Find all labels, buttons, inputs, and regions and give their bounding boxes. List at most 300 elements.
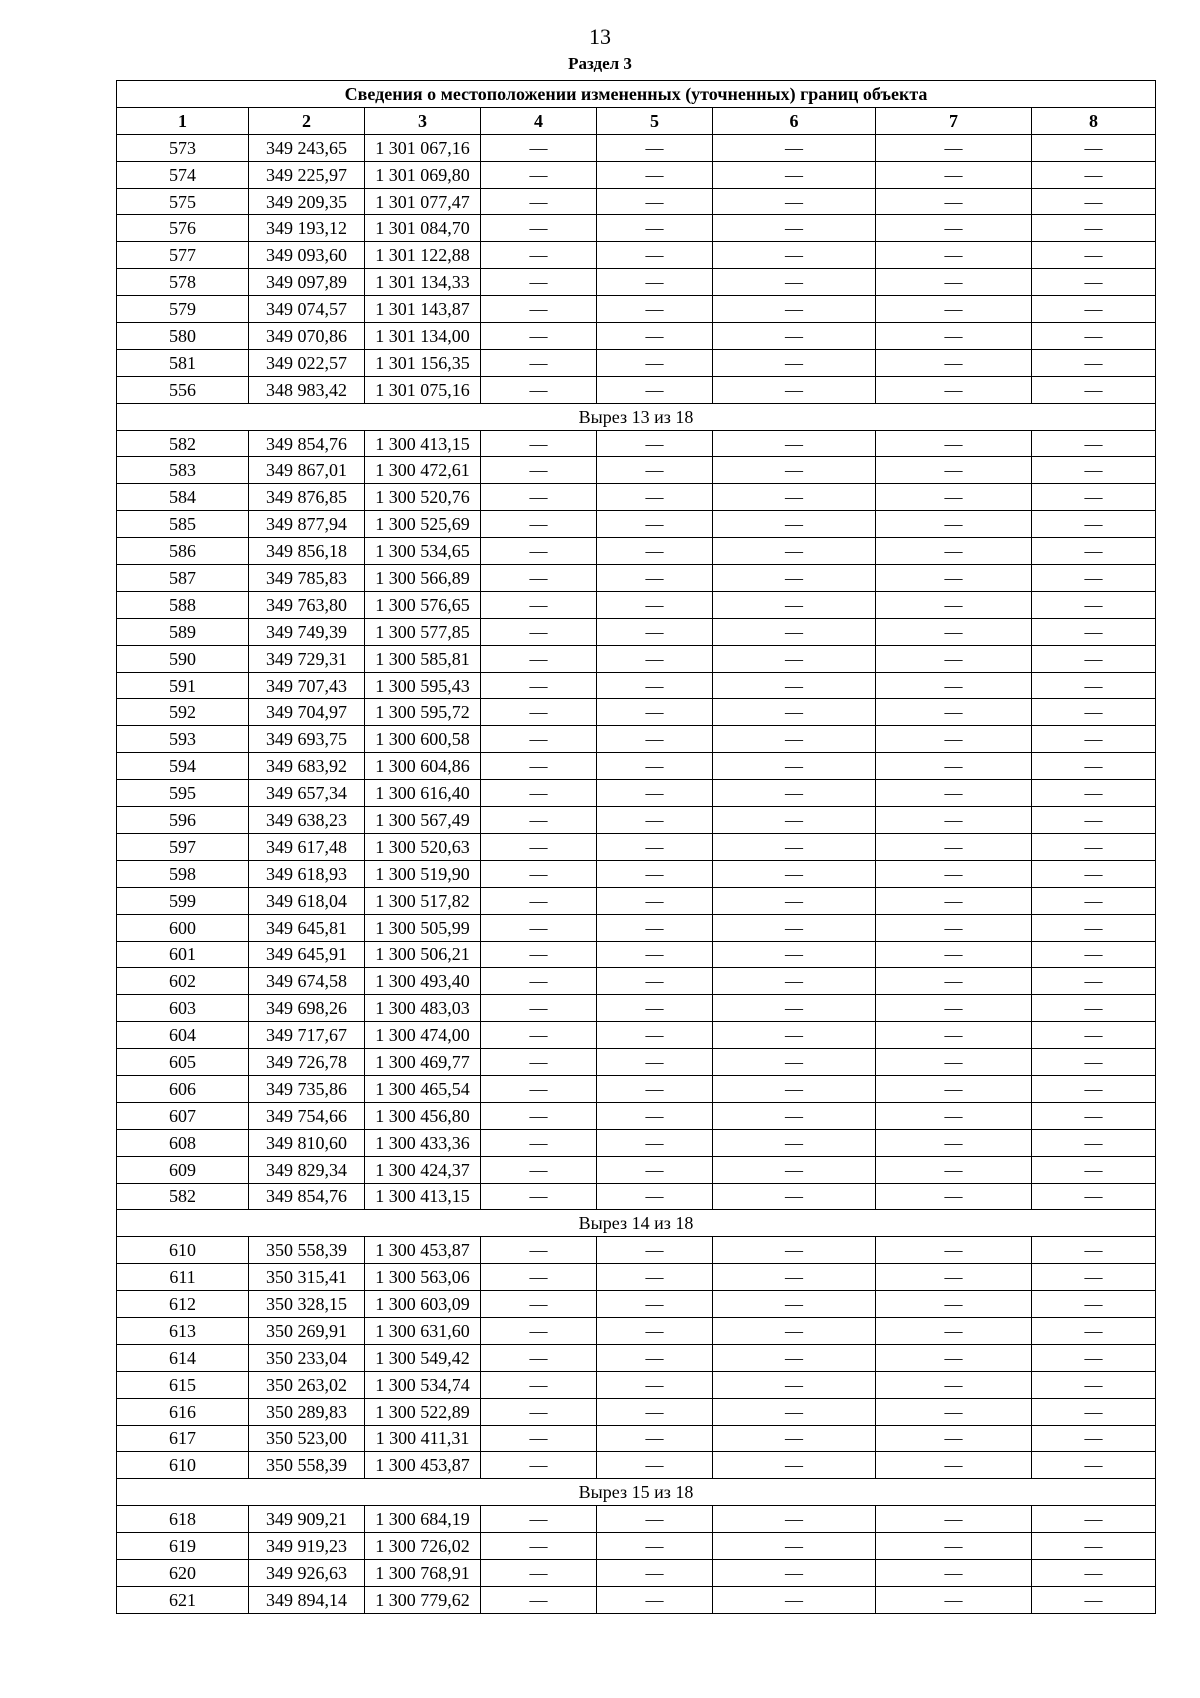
point-number-cell: 581 <box>117 349 249 376</box>
empty-value-dash: — <box>876 1506 1032 1533</box>
empty-value-dash: — <box>481 161 597 188</box>
empty-value-dash: — <box>481 726 597 753</box>
y-coordinate-cell: 1 300 595,72 <box>365 699 481 726</box>
point-number-cell: 582 <box>117 430 249 457</box>
empty-value-dash: — <box>597 672 713 699</box>
table-row <box>117 161 1156 188</box>
empty-value-dash: — <box>481 1533 597 1560</box>
empty-value-dash: — <box>1032 1129 1156 1156</box>
empty-value-dash: — <box>481 807 597 834</box>
table-row <box>117 1291 1156 1318</box>
point-number-cell: 577 <box>117 242 249 269</box>
table-row <box>117 753 1156 780</box>
empty-value-dash: — <box>713 780 876 807</box>
empty-value-dash: — <box>481 699 597 726</box>
table-row <box>117 1533 1156 1560</box>
empty-value-dash: — <box>1032 1264 1156 1291</box>
empty-value-dash: — <box>876 1183 1032 1210</box>
empty-value-dash: — <box>481 565 597 592</box>
x-coordinate-cell: 349 097,89 <box>249 269 365 296</box>
y-coordinate-cell: 1 300 474,00 <box>365 1022 481 1049</box>
empty-value-dash: — <box>876 484 1032 511</box>
y-coordinate-cell: 1 300 563,06 <box>365 1264 481 1291</box>
empty-value-dash: — <box>1032 1371 1156 1398</box>
empty-value-dash: — <box>597 995 713 1022</box>
table-row <box>117 1452 1156 1479</box>
table-row <box>117 1371 1156 1398</box>
y-coordinate-cell: 1 301 084,70 <box>365 215 481 242</box>
empty-value-dash: — <box>876 860 1032 887</box>
x-coordinate-cell: 349 867,01 <box>249 457 365 484</box>
x-coordinate-cell: 349 876,85 <box>249 484 365 511</box>
empty-value-dash: — <box>713 242 876 269</box>
table-row <box>117 188 1156 215</box>
empty-value-dash: — <box>713 753 876 780</box>
empty-value-dash: — <box>713 1371 876 1398</box>
empty-value-dash: — <box>713 349 876 376</box>
point-number-cell: 618 <box>117 1506 249 1533</box>
empty-value-dash: — <box>713 1075 876 1102</box>
empty-value-dash: — <box>1032 161 1156 188</box>
empty-value-dash: — <box>876 1022 1032 1049</box>
empty-value-dash: — <box>481 1022 597 1049</box>
y-coordinate-cell: 1 300 465,54 <box>365 1075 481 1102</box>
empty-value-dash: — <box>481 672 597 699</box>
empty-value-dash: — <box>876 215 1032 242</box>
empty-value-dash: — <box>481 1102 597 1129</box>
empty-value-dash: — <box>1032 1398 1156 1425</box>
empty-value-dash: — <box>876 1586 1032 1613</box>
table-row <box>117 672 1156 699</box>
empty-value-dash: — <box>713 645 876 672</box>
y-coordinate-cell: 1 301 067,16 <box>365 134 481 161</box>
y-coordinate-cell: 1 300 549,42 <box>365 1344 481 1371</box>
empty-value-dash: — <box>597 538 713 565</box>
x-coordinate-cell: 349 618,93 <box>249 860 365 887</box>
y-coordinate-cell: 1 300 456,80 <box>365 1102 481 1129</box>
empty-value-dash: — <box>481 349 597 376</box>
empty-value-dash: — <box>597 780 713 807</box>
y-coordinate-cell: 1 300 534,65 <box>365 538 481 565</box>
y-coordinate-cell: 1 301 077,47 <box>365 188 481 215</box>
empty-value-dash: — <box>481 914 597 941</box>
empty-value-dash: — <box>713 1183 876 1210</box>
empty-value-dash: — <box>713 995 876 1022</box>
empty-value-dash: — <box>481 134 597 161</box>
empty-value-dash: — <box>597 1156 713 1183</box>
empty-value-dash: — <box>876 968 1032 995</box>
x-coordinate-cell: 349 093,60 <box>249 242 365 269</box>
point-number-cell: 594 <box>117 753 249 780</box>
point-number-cell: 605 <box>117 1049 249 1076</box>
x-coordinate-cell: 349 693,75 <box>249 726 365 753</box>
empty-value-dash: — <box>1032 565 1156 592</box>
point-number-cell: 604 <box>117 1022 249 1049</box>
point-number-cell: 612 <box>117 1291 249 1318</box>
empty-value-dash: — <box>1032 807 1156 834</box>
empty-value-dash: — <box>1032 1291 1156 1318</box>
empty-value-dash: — <box>597 726 713 753</box>
empty-value-dash: — <box>876 242 1032 269</box>
table-row <box>117 860 1156 887</box>
table-row <box>117 1344 1156 1371</box>
x-coordinate-cell: 349 674,58 <box>249 968 365 995</box>
empty-value-dash: — <box>713 188 876 215</box>
empty-value-dash: — <box>1032 914 1156 941</box>
empty-value-dash: — <box>1032 1102 1156 1129</box>
empty-value-dash: — <box>713 215 876 242</box>
point-number-cell: 580 <box>117 323 249 350</box>
empty-value-dash: — <box>597 1075 713 1102</box>
empty-value-dash: — <box>597 1371 713 1398</box>
empty-value-dash: — <box>876 1398 1032 1425</box>
x-coordinate-cell: 349 854,76 <box>249 1183 365 1210</box>
empty-value-dash: — <box>481 430 597 457</box>
section-title: Раздел 3 <box>568 54 632 73</box>
table-row <box>117 484 1156 511</box>
table-row <box>117 538 1156 565</box>
empty-value-dash: — <box>597 807 713 834</box>
y-coordinate-cell: 1 300 520,76 <box>365 484 481 511</box>
empty-value-dash: — <box>713 618 876 645</box>
empty-value-dash: — <box>876 1129 1032 1156</box>
column-header-row <box>117 107 1156 134</box>
empty-value-dash: — <box>597 134 713 161</box>
empty-value-dash: — <box>713 1506 876 1533</box>
table-row <box>117 1506 1156 1533</box>
point-number-cell: 589 <box>117 618 249 645</box>
empty-value-dash: — <box>1032 242 1156 269</box>
empty-value-dash: — <box>1032 1506 1156 1533</box>
empty-value-dash: — <box>1032 457 1156 484</box>
point-number-cell: 595 <box>117 780 249 807</box>
empty-value-dash: — <box>1032 780 1156 807</box>
point-number-cell: 598 <box>117 860 249 887</box>
y-coordinate-cell: 1 300 525,69 <box>365 511 481 538</box>
table-row <box>117 645 1156 672</box>
empty-value-dash: — <box>1032 591 1156 618</box>
empty-value-dash: — <box>876 1425 1032 1452</box>
empty-value-dash: — <box>1032 1156 1156 1183</box>
empty-value-dash: — <box>481 780 597 807</box>
x-coordinate-cell: 349 645,81 <box>249 914 365 941</box>
table-row <box>117 1022 1156 1049</box>
x-coordinate-cell: 349 704,97 <box>249 699 365 726</box>
empty-value-dash: — <box>713 591 876 618</box>
y-coordinate-cell: 1 300 483,03 <box>365 995 481 1022</box>
empty-value-dash: — <box>1032 1586 1156 1613</box>
empty-value-dash: — <box>713 807 876 834</box>
point-number-cell: 621 <box>117 1586 249 1613</box>
empty-value-dash: — <box>713 1586 876 1613</box>
empty-value-dash: — <box>481 753 597 780</box>
empty-value-dash: — <box>876 161 1032 188</box>
table-caption-row <box>117 81 1156 108</box>
column-header: 6 <box>713 107 876 134</box>
empty-value-dash: — <box>481 1156 597 1183</box>
y-coordinate-cell: 1 300 585,81 <box>365 645 481 672</box>
empty-value-dash: — <box>713 484 876 511</box>
empty-value-dash: — <box>481 887 597 914</box>
x-coordinate-cell: 350 263,02 <box>249 1371 365 1398</box>
table-row <box>117 457 1156 484</box>
table-row <box>117 1586 1156 1613</box>
empty-value-dash: — <box>1032 1049 1156 1076</box>
empty-value-dash: — <box>713 941 876 968</box>
table-row <box>117 1156 1156 1183</box>
empty-value-dash: — <box>1032 215 1156 242</box>
x-coordinate-cell: 349 856,18 <box>249 538 365 565</box>
x-coordinate-cell: 349 729,31 <box>249 645 365 672</box>
table-row <box>117 1075 1156 1102</box>
y-coordinate-cell: 1 300 779,62 <box>365 1586 481 1613</box>
empty-value-dash: — <box>597 296 713 323</box>
table-row <box>117 242 1156 269</box>
empty-value-dash: — <box>876 188 1032 215</box>
empty-value-dash: — <box>597 699 713 726</box>
y-coordinate-cell: 1 300 517,82 <box>365 887 481 914</box>
empty-value-dash: — <box>481 296 597 323</box>
x-coordinate-cell: 349 243,65 <box>249 134 365 161</box>
y-coordinate-cell: 1 300 413,15 <box>365 430 481 457</box>
empty-value-dash: — <box>1032 699 1156 726</box>
x-coordinate-cell: 349 717,67 <box>249 1022 365 1049</box>
empty-value-dash: — <box>713 914 876 941</box>
empty-value-dash: — <box>481 1237 597 1264</box>
point-number-cell: 615 <box>117 1371 249 1398</box>
empty-value-dash: — <box>597 1506 713 1533</box>
point-number-cell: 582 <box>117 1183 249 1210</box>
empty-value-dash: — <box>1032 269 1156 296</box>
point-number-cell: 601 <box>117 941 249 968</box>
y-coordinate-cell: 1 300 505,99 <box>365 914 481 941</box>
empty-value-dash: — <box>597 618 713 645</box>
empty-value-dash: — <box>876 645 1032 672</box>
empty-value-dash: — <box>876 376 1032 403</box>
empty-value-dash: — <box>713 161 876 188</box>
empty-value-dash: — <box>481 995 597 1022</box>
empty-value-dash: — <box>876 591 1032 618</box>
page-number: 13 <box>589 24 611 49</box>
point-number-cell: 586 <box>117 538 249 565</box>
point-number-cell: 587 <box>117 565 249 592</box>
x-coordinate-cell: 350 289,83 <box>249 1398 365 1425</box>
table-row <box>117 1317 1156 1344</box>
x-coordinate-cell: 350 558,39 <box>249 1237 365 1264</box>
empty-value-dash: — <box>597 215 713 242</box>
table-row <box>117 430 1156 457</box>
table-row <box>117 780 1156 807</box>
x-coordinate-cell: 349 070,86 <box>249 323 365 350</box>
empty-value-dash: — <box>481 1264 597 1291</box>
empty-value-dash: — <box>481 511 597 538</box>
group-label: Вырез 15 из 18 <box>117 1479 1156 1506</box>
column-header: 1 <box>117 107 249 134</box>
y-coordinate-cell: 1 300 534,74 <box>365 1371 481 1398</box>
point-number-cell: 579 <box>117 296 249 323</box>
table-row <box>117 914 1156 941</box>
empty-value-dash: — <box>597 484 713 511</box>
empty-value-dash: — <box>876 780 1032 807</box>
empty-value-dash: — <box>713 430 876 457</box>
empty-value-dash: — <box>876 914 1032 941</box>
y-coordinate-cell: 1 300 520,63 <box>365 833 481 860</box>
empty-value-dash: — <box>876 1049 1032 1076</box>
empty-value-dash: — <box>481 860 597 887</box>
empty-value-dash: — <box>876 1344 1032 1371</box>
empty-value-dash: — <box>597 1344 713 1371</box>
x-coordinate-cell: 349 657,34 <box>249 780 365 807</box>
empty-value-dash: — <box>713 1264 876 1291</box>
column-header: 5 <box>597 107 713 134</box>
table-row <box>117 296 1156 323</box>
y-coordinate-cell: 1 301 156,35 <box>365 349 481 376</box>
empty-value-dash: — <box>876 1075 1032 1102</box>
empty-value-dash: — <box>713 1156 876 1183</box>
point-number-cell: 610 <box>117 1452 249 1479</box>
point-number-cell: 593 <box>117 726 249 753</box>
empty-value-dash: — <box>876 807 1032 834</box>
empty-value-dash: — <box>713 296 876 323</box>
empty-value-dash: — <box>481 1371 597 1398</box>
table-row <box>117 807 1156 834</box>
empty-value-dash: — <box>597 860 713 887</box>
empty-value-dash: — <box>713 511 876 538</box>
empty-value-dash: — <box>713 1559 876 1586</box>
y-coordinate-cell: 1 300 453,87 <box>365 1452 481 1479</box>
empty-value-dash: — <box>481 1049 597 1076</box>
point-number-cell: 599 <box>117 887 249 914</box>
point-number-cell: 600 <box>117 914 249 941</box>
table-row <box>117 968 1156 995</box>
empty-value-dash: — <box>597 161 713 188</box>
y-coordinate-cell: 1 300 595,43 <box>365 672 481 699</box>
x-coordinate-cell: 348 983,42 <box>249 376 365 403</box>
empty-value-dash: — <box>713 860 876 887</box>
empty-value-dash: — <box>713 134 876 161</box>
empty-value-dash: — <box>1032 376 1156 403</box>
empty-value-dash: — <box>1032 618 1156 645</box>
empty-value-dash: — <box>1032 349 1156 376</box>
point-number-cell: 606 <box>117 1075 249 1102</box>
empty-value-dash: — <box>876 1264 1032 1291</box>
empty-value-dash: — <box>481 215 597 242</box>
empty-value-dash: — <box>597 887 713 914</box>
empty-value-dash: — <box>876 1156 1032 1183</box>
column-header: 3 <box>365 107 481 134</box>
x-coordinate-cell: 350 233,04 <box>249 1344 365 1371</box>
empty-value-dash: — <box>1032 1317 1156 1344</box>
empty-value-dash: — <box>876 672 1032 699</box>
y-coordinate-cell: 1 300 631,60 <box>365 1317 481 1344</box>
point-number-cell: 619 <box>117 1533 249 1560</box>
empty-value-dash: — <box>1032 296 1156 323</box>
table-row <box>117 833 1156 860</box>
table-row <box>117 269 1156 296</box>
table-row <box>117 591 1156 618</box>
y-coordinate-cell: 1 300 603,09 <box>365 1291 481 1318</box>
point-number-cell: 607 <box>117 1102 249 1129</box>
empty-value-dash: — <box>713 1291 876 1318</box>
x-coordinate-cell: 349 894,14 <box>249 1586 365 1613</box>
y-coordinate-cell: 1 300 600,58 <box>365 726 481 753</box>
empty-value-dash: — <box>876 1533 1032 1560</box>
empty-value-dash: — <box>876 269 1032 296</box>
x-coordinate-cell: 349 698,26 <box>249 995 365 1022</box>
x-coordinate-cell: 349 683,92 <box>249 753 365 780</box>
empty-value-dash: — <box>713 1049 876 1076</box>
table-row <box>117 134 1156 161</box>
empty-value-dash: — <box>481 242 597 269</box>
empty-value-dash: — <box>481 1344 597 1371</box>
x-coordinate-cell: 349 074,57 <box>249 296 365 323</box>
y-coordinate-cell: 1 300 684,19 <box>365 1506 481 1533</box>
table-row <box>117 699 1156 726</box>
empty-value-dash: — <box>597 269 713 296</box>
empty-value-dash: — <box>1032 511 1156 538</box>
empty-value-dash: — <box>1032 484 1156 511</box>
point-number-cell: 614 <box>117 1344 249 1371</box>
point-number-cell: 610 <box>117 1237 249 1264</box>
empty-value-dash: — <box>597 1291 713 1318</box>
y-coordinate-cell: 1 300 522,89 <box>365 1398 481 1425</box>
x-coordinate-cell: 349 638,23 <box>249 807 365 834</box>
empty-value-dash: — <box>713 1398 876 1425</box>
point-number-cell: 588 <box>117 591 249 618</box>
x-coordinate-cell: 349 645,91 <box>249 941 365 968</box>
x-coordinate-cell: 349 726,78 <box>249 1049 365 1076</box>
y-coordinate-cell: 1 301 075,16 <box>365 376 481 403</box>
group-row <box>117 403 1156 430</box>
empty-value-dash: — <box>597 1452 713 1479</box>
empty-value-dash: — <box>1032 726 1156 753</box>
point-number-cell: 583 <box>117 457 249 484</box>
point-number-cell: 585 <box>117 511 249 538</box>
empty-value-dash: — <box>597 968 713 995</box>
group-label: Вырез 14 из 18 <box>117 1210 1156 1237</box>
y-coordinate-cell: 1 300 576,65 <box>365 591 481 618</box>
empty-value-dash: — <box>1032 323 1156 350</box>
empty-value-dash: — <box>1032 430 1156 457</box>
point-number-cell: 596 <box>117 807 249 834</box>
y-coordinate-cell: 1 300 519,90 <box>365 860 481 887</box>
x-coordinate-cell: 349 919,23 <box>249 1533 365 1560</box>
table-row <box>117 887 1156 914</box>
y-coordinate-cell: 1 301 069,80 <box>365 161 481 188</box>
point-number-cell: 597 <box>117 833 249 860</box>
table-row <box>117 349 1156 376</box>
empty-value-dash: — <box>481 1183 597 1210</box>
table-row <box>117 1264 1156 1291</box>
empty-value-dash: — <box>597 941 713 968</box>
empty-value-dash: — <box>713 538 876 565</box>
empty-value-dash: — <box>876 511 1032 538</box>
y-coordinate-cell: 1 300 424,37 <box>365 1156 481 1183</box>
y-coordinate-cell: 1 300 616,40 <box>365 780 481 807</box>
column-header: 2 <box>249 107 365 134</box>
empty-value-dash: — <box>876 538 1032 565</box>
empty-value-dash: — <box>597 1102 713 1129</box>
x-coordinate-cell: 350 328,15 <box>249 1291 365 1318</box>
empty-value-dash: — <box>876 323 1032 350</box>
x-coordinate-cell: 349 193,12 <box>249 215 365 242</box>
table-row <box>117 1129 1156 1156</box>
empty-value-dash: — <box>597 1425 713 1452</box>
y-coordinate-cell: 1 300 768,91 <box>365 1559 481 1586</box>
x-coordinate-cell: 349 022,57 <box>249 349 365 376</box>
table-row <box>117 995 1156 1022</box>
empty-value-dash: — <box>713 1344 876 1371</box>
